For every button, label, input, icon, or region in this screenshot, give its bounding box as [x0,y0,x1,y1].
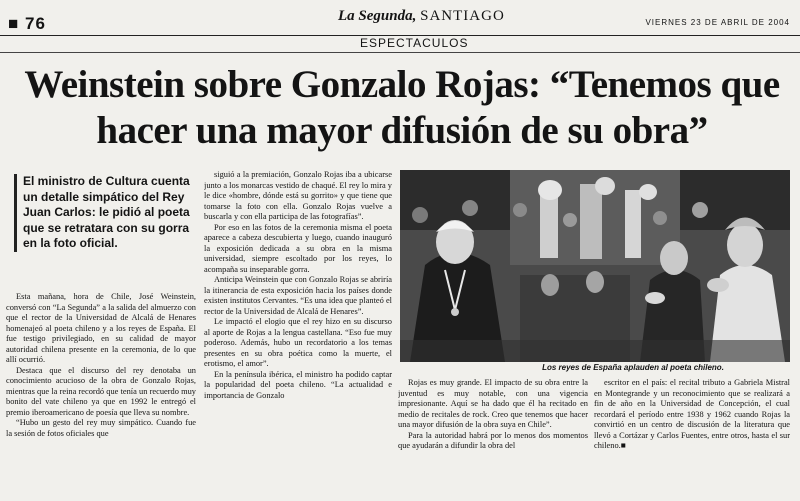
masthead: La Segunda, SANTIAGO [338,8,505,24]
paragraph: Por eso en las fotos de la ceremonia misma el poeta aparece a cabeza descubierta y luego, cuando inauguró la exposición dedicada a su obra en la misma universidad, siempre escoltado por los reyes, lo acompaña su inseparable gorra. [204,222,392,274]
photo-caption: Los reyes de España aplauden al poeta chileno. [542,363,724,372]
article-column-3 [398,378,588,501]
paragraph: Destaca que el discurso del rey denotaba un conocimiento acucioso de la obra de Gonzalo Rojas, mientras que la reina recordó que tenía un recuerdo muy bonito del vate chileno ya que en 1992 le entregó el premio iberoamericano de poesía que lleva su nombre. [6,365,196,417]
article-column-4 [594,378,790,501]
bullet-icon: ■ [8,14,25,33]
section-label: ESPECTACULOS [360,36,469,50]
paragraph: Para la autoridad habrá por lo menos dos momentos que ayudarán a difundir la obra del [398,430,588,450]
paragraph: Rojas es muy grande. El impacto de su obra entre la juventud es muy notable, con una vigencia impresionante. Aquí se ha dado que él ha recitado en medio de recitales de rock. Creo que tenemos que hacer una mayor difusión de la obra suya en Chile”. [398,378,588,429]
paragraph: escritor en el país: el recital tributo a Gabriela Mistral en Montegrande y un reconocimiento que se realizará a fin de año en la Universidad de Concepción, el cual recordará el período entre 1938 y 1962 cuando Rojas la convirtió en un centro de discusión de la literatura que llevó a Cortázar y Carlos Fuentes, entre otros, hasta el sur chileno.■ [594,378,790,450]
section-rule [0,52,800,53]
paragraph: En la península ibérica, el ministro ha podido captar la popularidad del poeta chileno. “La actualidad e importancia de Gonzalo [204,369,392,400]
article-column-1 [6,292,196,501]
masthead-name: La Segunda [338,8,413,24]
lead-paragraph: El ministro de Cultura cuenta un detalle simpático del Rey Juan Carlos: le pidió al poeta que se retratara con su gorra en la foto oficial. [14,174,200,252]
photo-illustration [400,170,790,362]
paragraph: Anticipa Weinstein que con Gonzalo Rojas se abriría la itinerancia de esta exposición hacia los países donde existen institutos Cervantes. “Es una idea que planteó el rector de la Universidad de Alcalá de Henares”. [204,275,392,316]
paragraph: Esta mañana, hora de Chile, José Weinstein, conversó con “La Segunda” a la salida del almuerzo con que el rector de la Universidad de Alcalá de Henares homenajeó al poeta chileno y a los reyes de España. El fue testigo privilegiado, en su calidad de mayor autoridad chilena presente en la ceremonia, de lo que allí ocurrió. [6,292,196,364]
news-photo [400,170,790,362]
paragraph: Le impactó el elogio que el rey hizo en su discurso al aporte de Rojas a la lengua castellana. “Eso fue muy poderoso. Además, hubo un recordatorio a los temas presentes en su obra poética como la muerte, el erotismo, el amor”. [204,317,392,368]
headline: Weinstein sobre Gonzalo Rojas: “Tenemos que hacer una mayor difusión de su obra” [24,63,780,152]
masthead-handwritten-note: SANTIAGO [420,8,505,24]
dateline: VIERNES 23 DE ABRIL DE 2004 [645,18,790,27]
paragraph: “Hubo un gesto del rey muy simpático. Cuando fue la sesión de fotos oficiales que [6,418,196,438]
paragraph: siguió a la premiación, Gonzalo Rojas iba a ubicarse junto a los monarcas vestido de chaqué. El rey lo mira y le dice «hombre, dónde está su gorrito» y que tiene que tomarse la foto con ella. Gonzalo Rojas vuelve a buscarla y con ella participa de las fotografías”. [204,170,392,221]
article-column-2 [204,170,392,501]
page-number: ■ 76 [8,14,46,33]
